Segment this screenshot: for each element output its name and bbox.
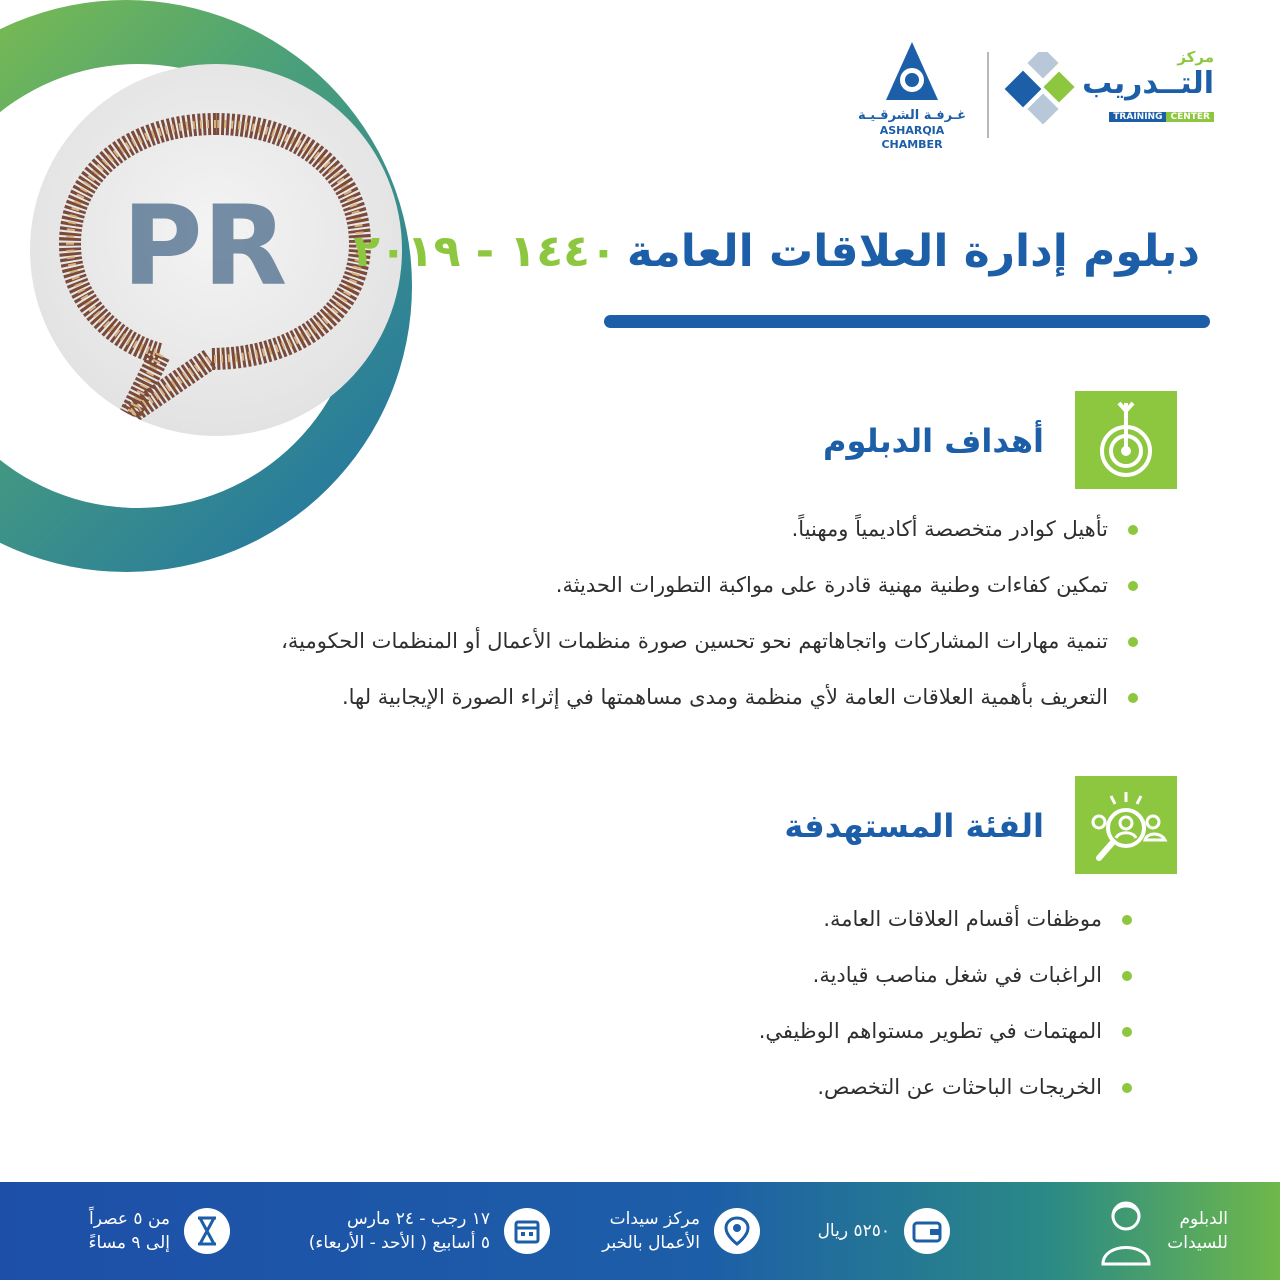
center-label-en-training: TRAINING xyxy=(1109,112,1166,122)
center-label-main: التــدريب xyxy=(1082,66,1214,101)
bullet-dot xyxy=(1128,637,1138,647)
footer-venue-line2: الأعمال بالخبر xyxy=(602,1233,700,1253)
footer-date-line1: ١٧ رجب - ٢٤ مارس xyxy=(347,1209,490,1229)
footer-venue xyxy=(602,1188,760,1274)
training-diamonds-icon xyxy=(1002,52,1086,126)
title-text: دبلوم إدارة العلاقات العامة xyxy=(626,226,1200,277)
objectives-icon-box xyxy=(1075,391,1177,489)
location-pin-icon xyxy=(714,1208,760,1254)
center-label-en-center: CENTER xyxy=(1166,112,1214,122)
footer-diploma-line1: الدبلوم xyxy=(1179,1209,1228,1229)
objectives-list xyxy=(281,515,1138,739)
chamber-name-ar: غـرفـة الشرقـيـة xyxy=(857,108,967,123)
footer-diploma-line2: للسيدات xyxy=(1167,1233,1228,1253)
asharqia-chamber-logo xyxy=(848,40,976,151)
calendar-icon xyxy=(504,1208,550,1254)
footer-date-line2: ٥ أسابيع ( الأحد - الأربعاء) xyxy=(308,1233,490,1253)
woman-avatar-icon xyxy=(1099,1196,1153,1266)
footer-time-line2: إلى ٩ مساءً xyxy=(88,1233,170,1253)
bullet-dot xyxy=(1128,581,1138,591)
footer-diploma xyxy=(1099,1188,1228,1274)
footer-time-line1: من ٥ عصراً xyxy=(89,1209,170,1229)
list-item-text: الخريجات الباحثات عن التخصص. xyxy=(817,1075,1102,1099)
list-item xyxy=(759,961,1132,1017)
list-item-text: تأهيل كوادر متخصصة أكاديمياً ومهنياً. xyxy=(791,517,1108,541)
wallet-icon xyxy=(904,1208,950,1254)
list-item xyxy=(281,571,1138,627)
hourglass-icon xyxy=(184,1208,230,1254)
list-item-text: تمكين كفاءات وطنية مهنية قادرة على مواكبة التطورات الحديثة. xyxy=(555,573,1108,597)
list-item-text: المهتمات في تطوير مستواهم الوظيفي. xyxy=(758,1019,1102,1043)
footer-venue-line1: مركز سيدات xyxy=(609,1209,700,1229)
center-label-en xyxy=(1109,112,1214,122)
footer-date-text xyxy=(309,1207,490,1255)
training-center-logo xyxy=(1002,48,1214,132)
list-item-text: التعريف بأهمية العلاقات العامة لأي منظمة ومدى مساهمتها في إثراء الصورة الإيجابية لها. xyxy=(341,685,1108,709)
list-item xyxy=(281,515,1138,571)
svg-text:PR: PR xyxy=(122,182,288,310)
bullet-dot xyxy=(1122,1027,1132,1037)
center-label-top: مركز xyxy=(1177,48,1214,66)
footer-price-text: ٥٢٥٠ ريال xyxy=(817,1221,890,1241)
list-item xyxy=(281,683,1138,739)
audience-list xyxy=(759,905,1132,1129)
target-arrow-icon xyxy=(1075,391,1177,489)
audience-search-icon xyxy=(1075,776,1177,874)
list-item xyxy=(281,627,1138,683)
objectives-title: أهداف الدبلوم xyxy=(823,422,1044,460)
pr-crowd-photo xyxy=(30,64,402,436)
footer-diploma-text xyxy=(1167,1207,1228,1255)
title-year: ١٤٤٠ - ٢٠١٩ xyxy=(353,226,617,277)
audience-title: الفئة المستهدفة xyxy=(784,807,1044,845)
title-underline xyxy=(604,315,1210,328)
list-item-text: الراغبات في شغل مناصب قيادية. xyxy=(812,963,1102,987)
bullet-dot xyxy=(1128,525,1138,535)
chamber-name-en: ASHARQIA CHAMBER xyxy=(879,124,945,151)
list-item xyxy=(759,1073,1132,1129)
pr-speech-bubble-illustration xyxy=(30,64,402,436)
audience-icon-box xyxy=(1075,776,1177,874)
list-item-text: تنمية مهارات المشاركات واتجاهاتهم نحو تحسين صورة منظمات الأعمال أو المنظمات الحكومية، xyxy=(281,629,1108,653)
footer-date xyxy=(309,1188,550,1274)
footer-venue-text xyxy=(602,1207,700,1255)
bullet-dot xyxy=(1128,693,1138,703)
page-title xyxy=(353,226,1200,277)
list-item xyxy=(759,1017,1132,1073)
footer-price xyxy=(818,1188,950,1274)
logo-divider xyxy=(987,52,989,138)
footer-time xyxy=(89,1188,230,1274)
bullet-dot xyxy=(1122,915,1132,925)
footer-time-text xyxy=(89,1207,170,1255)
list-item xyxy=(759,905,1132,961)
chamber-emblem-icon xyxy=(848,40,976,104)
list-item-text: موظفات أقسام العلاقات العامة. xyxy=(823,907,1102,931)
bullet-dot xyxy=(1122,1083,1132,1093)
bullet-dot xyxy=(1122,971,1132,981)
